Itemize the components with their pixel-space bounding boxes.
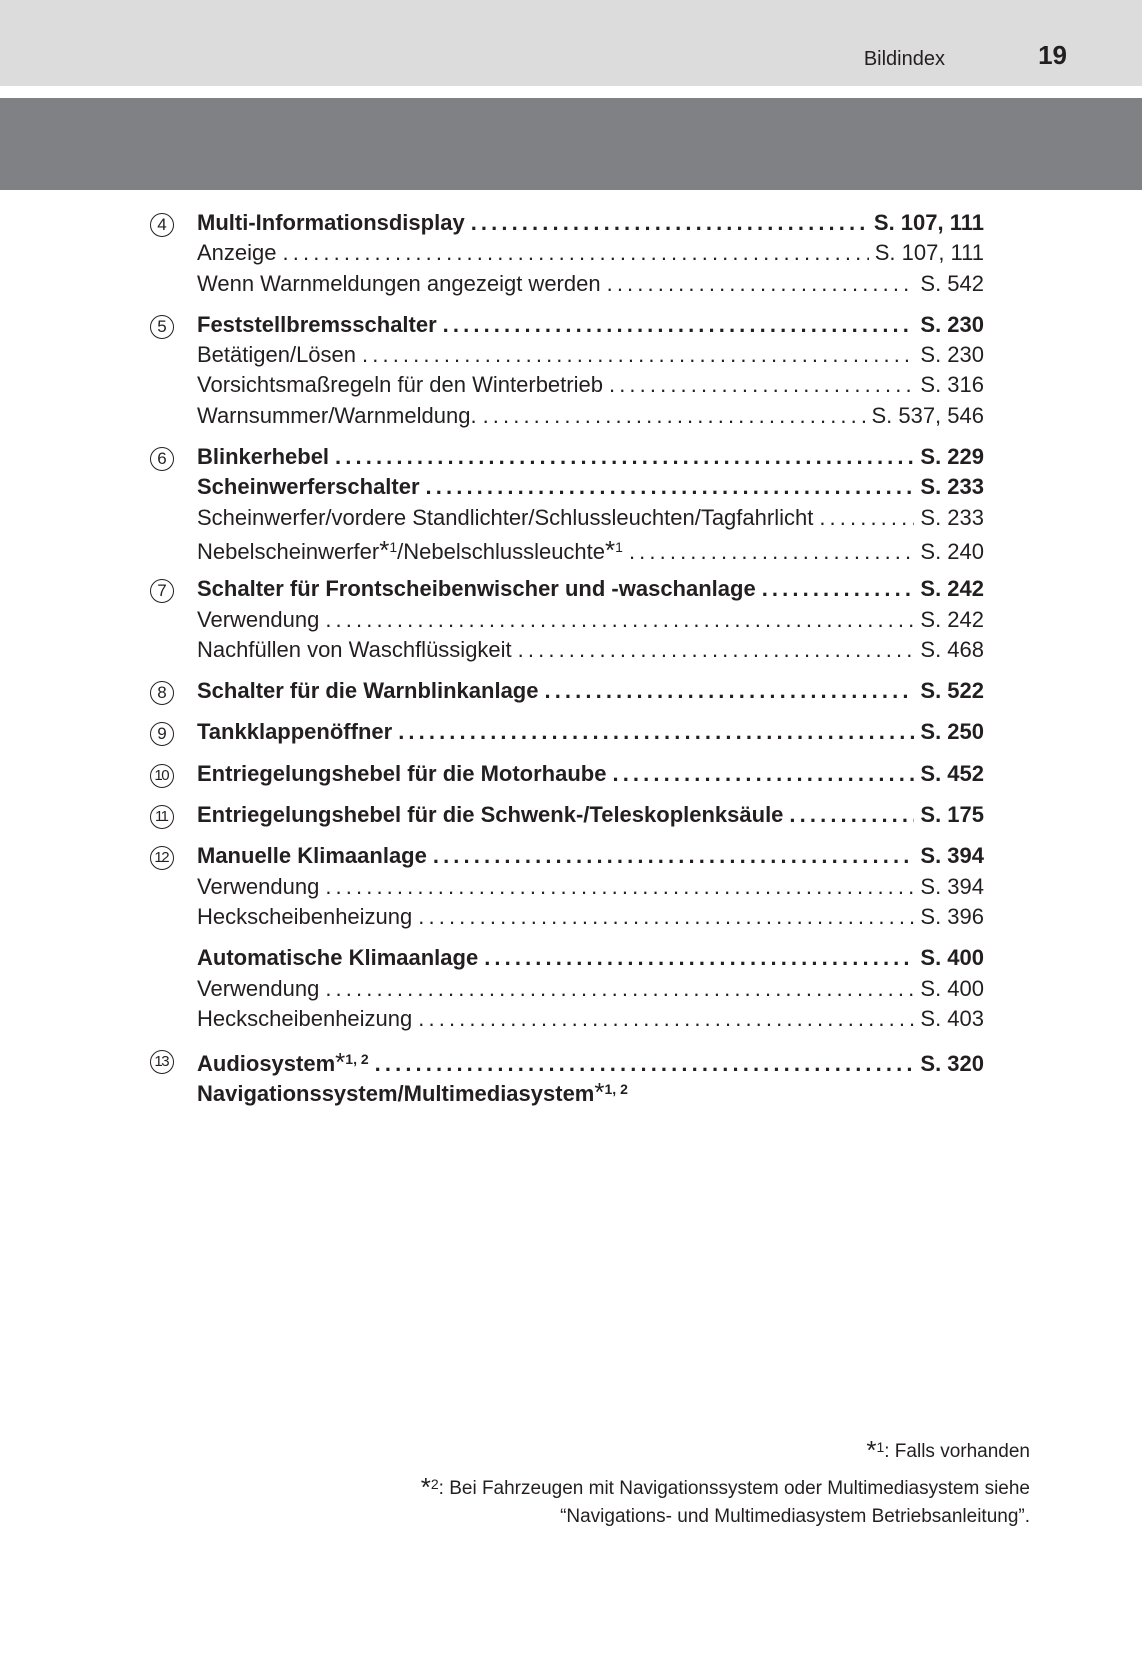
leader-dots bbox=[443, 312, 915, 338]
entry-label: Feststellbremsschalter bbox=[197, 311, 437, 337]
entry-label: Tankklappenöffner bbox=[197, 719, 393, 745]
index-group-12-automatic bbox=[150, 945, 984, 1036]
page-number: 19 bbox=[1038, 40, 1067, 70]
page-ref[interactable]: S. 468 bbox=[920, 636, 984, 662]
index-entry[interactable] bbox=[197, 444, 984, 474]
index-entry[interactable] bbox=[197, 535, 984, 565]
number-badge: 12 bbox=[150, 846, 174, 870]
leader-dots bbox=[612, 761, 914, 787]
leader-dots bbox=[325, 607, 914, 633]
page-ref[interactable]: S. 403 bbox=[920, 1005, 984, 1031]
leader-dots bbox=[335, 444, 914, 470]
number-badge: 7 bbox=[150, 579, 174, 603]
leader-dots bbox=[518, 637, 915, 663]
index-entry[interactable] bbox=[197, 312, 984, 342]
page-ref[interactable]: S. 394 bbox=[920, 873, 984, 899]
index-group-10 bbox=[150, 761, 984, 791]
entry-label: Automatische Klimaanlage bbox=[197, 945, 479, 971]
leader-dots bbox=[484, 945, 914, 971]
index-entry[interactable] bbox=[197, 976, 984, 1006]
index-group-9 bbox=[150, 719, 984, 749]
entry-label-part: Audiosystem bbox=[197, 1051, 336, 1077]
footnote-ref: 1, 2 bbox=[345, 1051, 369, 1068]
page-ref[interactable]: S. 400 bbox=[920, 945, 984, 971]
index-entry[interactable] bbox=[197, 945, 984, 975]
number-badge: 5 bbox=[150, 315, 174, 339]
leader-dots bbox=[418, 1006, 914, 1032]
number-badge: 4 bbox=[150, 213, 174, 237]
entry-label: Anzeige bbox=[197, 240, 277, 266]
page-ref[interactable]: S. 175 bbox=[920, 802, 984, 828]
leader-dots bbox=[283, 240, 869, 266]
number-badge: 13 bbox=[150, 1050, 174, 1074]
entry-label: Betätigen/Lösen bbox=[197, 342, 357, 368]
page-ref[interactable]: S. 452 bbox=[920, 760, 984, 786]
index-entry[interactable] bbox=[197, 719, 984, 749]
footnote-text: : Bei Fahrzeugen mit Navigationssystem oder Multimediasystem siehe bbox=[438, 1478, 1030, 1499]
leader-dots bbox=[609, 372, 914, 398]
index-group-8 bbox=[150, 678, 984, 708]
leader-dots bbox=[325, 874, 914, 900]
leader-dots bbox=[819, 505, 914, 531]
index-group-11 bbox=[150, 802, 984, 832]
leader-dots bbox=[471, 210, 868, 236]
page-ref[interactable]: S. 233 bbox=[920, 504, 984, 530]
page-ref[interactable]: S. 522 bbox=[920, 678, 984, 704]
asterisk-mark: * bbox=[379, 534, 390, 565]
index-entry[interactable] bbox=[197, 576, 984, 606]
index-entry[interactable] bbox=[197, 843, 984, 873]
index-entry[interactable] bbox=[197, 342, 984, 372]
leader-dots bbox=[762, 576, 915, 602]
footnote-2 bbox=[421, 1474, 1030, 1503]
entry-label: Verwendung bbox=[197, 873, 320, 899]
footnote-ref: 1 bbox=[615, 538, 623, 555]
index-entry[interactable] bbox=[197, 678, 984, 708]
index-entry[interactable] bbox=[197, 802, 984, 832]
index-entry[interactable] bbox=[197, 271, 984, 301]
footnote-mark: 1 bbox=[876, 1439, 885, 1455]
footnote-1 bbox=[421, 1437, 1030, 1466]
leader-dots bbox=[483, 403, 866, 429]
entry-label: Scheinwerferschalter bbox=[197, 474, 420, 500]
page-ref[interactable]: S. 240 bbox=[920, 538, 984, 564]
index-entry[interactable] bbox=[197, 403, 984, 433]
index-group-5 bbox=[150, 312, 984, 433]
page-ref[interactable]: S. 233 bbox=[920, 474, 984, 500]
index-group-4 bbox=[150, 210, 984, 301]
number-badge: 6 bbox=[150, 447, 174, 471]
entry-label: Entriegelungshebel für die Motorhaube bbox=[197, 760, 607, 786]
page-ref[interactable]: S. 250 bbox=[920, 719, 984, 745]
page-ref[interactable]: S. 107, 111 bbox=[873, 210, 984, 235]
page-ref[interactable]: S. 229 bbox=[920, 444, 984, 470]
index-entry[interactable] bbox=[197, 1047, 984, 1077]
entry-label: Manuelle Klimaanlage bbox=[197, 843, 427, 869]
index-entry[interactable] bbox=[197, 1006, 984, 1036]
footnote-2-continued: “Navigations- und Multimediasystem Betriebsanleitung”. bbox=[560, 1506, 1030, 1527]
entry-label-part: Navigationssystem/Multimediasystem bbox=[197, 1081, 595, 1107]
asterisk-mark: * bbox=[420, 1472, 431, 1502]
footnote-mark: 2 bbox=[430, 1476, 439, 1492]
entry-label: Schalter für Frontscheibenwischer und -waschanlage bbox=[197, 576, 756, 602]
page-ref[interactable]: S. 537, 546 bbox=[871, 402, 984, 428]
number-badge: 8 bbox=[150, 681, 174, 705]
entry-label: Entriegelungshebel für die Schwenk-/Teleskoplenksäule bbox=[197, 802, 784, 828]
leader-dots bbox=[418, 904, 914, 930]
title-band bbox=[0, 98, 1142, 190]
footnote-ref: 1, 2 bbox=[604, 1081, 628, 1098]
asterisk-mark: * bbox=[594, 1077, 605, 1108]
page-ref[interactable]: S. 242 bbox=[920, 576, 984, 602]
asterisk-mark: * bbox=[335, 1047, 346, 1078]
entry-label bbox=[197, 1077, 628, 1108]
index-group-6 bbox=[150, 444, 984, 565]
footnotes bbox=[421, 1437, 1030, 1530]
page-ref[interactable]: S. 396 bbox=[920, 903, 984, 929]
entry-label: Scheinwerfer/vordere Standlichter/Schlussleuchten/Tagfahrlicht bbox=[197, 504, 814, 530]
picture-index-list bbox=[150, 210, 984, 1119]
index-group-13 bbox=[150, 1047, 984, 1108]
entry-label: Schalter für die Warnblinkanlage bbox=[197, 678, 539, 704]
page-ref[interactable]: S. 230 bbox=[920, 342, 984, 368]
footnote-ref: 1 bbox=[389, 538, 398, 555]
leader-dots bbox=[789, 802, 914, 828]
entry-label-part: Nebelscheinwerfer bbox=[197, 538, 380, 564]
page-ref[interactable]: S. 400 bbox=[920, 975, 984, 1001]
entry-label: Vorsichtsmaßregeln für den Winterbetrieb bbox=[197, 372, 603, 398]
asterisk-mark: * bbox=[866, 1435, 877, 1465]
leader-dots bbox=[426, 474, 915, 500]
index-entry[interactable] bbox=[197, 372, 984, 402]
leader-dots bbox=[607, 271, 915, 297]
number-badge: 11 bbox=[150, 805, 174, 829]
index-entry[interactable] bbox=[197, 474, 984, 504]
entry-label: Verwendung bbox=[197, 606, 320, 632]
page-ref[interactable]: S. 542 bbox=[920, 270, 984, 296]
page-ref[interactable]: S. 394 bbox=[920, 843, 984, 869]
leader-dots bbox=[398, 719, 914, 745]
page-ref[interactable]: S. 316 bbox=[920, 372, 984, 398]
entry-label: Warnsummer/Warnmeldung. bbox=[197, 402, 477, 428]
section-title: Bildindex bbox=[863, 48, 945, 70]
entry-label: Heckscheibenheizung bbox=[197, 903, 413, 929]
page-ref[interactable]: S. 230 bbox=[920, 311, 984, 337]
entry-label: Blinkerhebel bbox=[197, 444, 330, 470]
leader-dots bbox=[544, 678, 914, 704]
leader-dots bbox=[629, 539, 914, 565]
entry-label: Multi-Informationsdisplay bbox=[197, 210, 465, 235]
entry-label: Verwendung bbox=[197, 975, 320, 1001]
number-badge: 10 bbox=[150, 764, 174, 788]
leader-dots bbox=[375, 1051, 915, 1077]
entry-label bbox=[197, 535, 623, 566]
leader-dots bbox=[433, 843, 915, 869]
index-entry[interactable] bbox=[197, 210, 984, 240]
leader-dots bbox=[325, 976, 914, 1002]
entry-label bbox=[197, 1047, 369, 1078]
page-ref[interactable]: S. 242 bbox=[920, 606, 984, 632]
page-ref[interactable]: S. 320 bbox=[920, 1051, 984, 1077]
index-entry[interactable] bbox=[197, 904, 984, 934]
header-band bbox=[0, 0, 1142, 86]
index-group-12 bbox=[150, 843, 984, 934]
index-entry[interactable] bbox=[197, 761, 984, 791]
index-entry[interactable] bbox=[197, 874, 984, 904]
entry-label: Heckscheibenheizung bbox=[197, 1005, 413, 1031]
entry-label: Nachfüllen von Waschflüssigkeit bbox=[197, 636, 512, 662]
leader-dots bbox=[362, 342, 914, 368]
index-entry[interactable] bbox=[197, 240, 984, 270]
entry-label-part: /Nebelschlussleuchte bbox=[397, 538, 606, 564]
index-entry[interactable] bbox=[197, 505, 984, 535]
entry-label: Wenn Warnmeldungen angezeigt werden bbox=[197, 270, 601, 296]
index-entry[interactable] bbox=[197, 1077, 984, 1107]
index-group-7 bbox=[150, 576, 984, 667]
number-badge: 9 bbox=[150, 722, 174, 746]
footnote-text: : Falls vorhanden bbox=[884, 1441, 1030, 1462]
index-entry[interactable] bbox=[197, 637, 984, 667]
page-ref[interactable]: S. 107, 111 bbox=[874, 240, 984, 266]
asterisk-mark: * bbox=[605, 534, 616, 565]
index-entry[interactable] bbox=[197, 607, 984, 637]
